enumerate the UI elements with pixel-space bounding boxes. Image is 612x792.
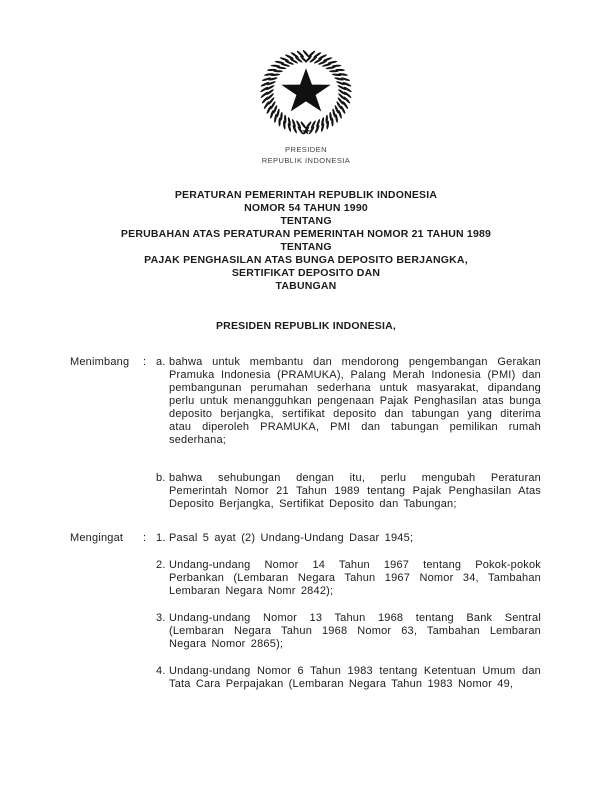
section-colon: :	[143, 532, 147, 544]
item-marker: 3.	[156, 612, 166, 624]
consideration-item-b	[156, 472, 541, 511]
document-body	[70, 356, 541, 705]
legal-basis-item-4	[156, 665, 541, 691]
item-text: Undang-undang Nomor 6 Tahun 1983 tentang Ketentuan Umum dan Tata Cara Perpajakan (Lembaran Negara Tahun 1983 Nomor 49,	[169, 665, 541, 690]
item-text: Pasal 5 ayat (2) Undang-Undang Dasar 1945;	[169, 532, 414, 544]
consideration-item-a	[156, 356, 541, 447]
title-line: PAJAK PENGHASILAN ATAS BUNGA DEPOSITO BERJANGKA,	[144, 254, 468, 266]
item-text: Undang-undang Nomor 13 Tahun 1968 tentang Bank Sentral (Lembaran Negara Tahun 1968 Nomor 63, Tambahan Lembaran Negara Nomor 2865);	[169, 612, 541, 650]
item-marker: 1.	[156, 532, 166, 544]
section-label: Mengingat	[70, 532, 124, 544]
section-colon: :	[143, 356, 147, 368]
legal-basis-item-1	[156, 532, 541, 545]
item-text: Undang-undang Nomor 14 Tahun 1967 tentang Pokok-pokok Perbankan (Lembaran Negara Tahun 1967 Nomor 34, Tambahan Lembaran Negara Nomr 2842);	[169, 559, 541, 597]
section-items	[156, 532, 541, 705]
item-marker: 4.	[156, 665, 166, 677]
document-title-block	[0, 189, 612, 293]
item-marker: 2.	[156, 559, 166, 571]
section-menimbang	[70, 356, 541, 525]
item-marker: b.	[156, 472, 166, 484]
title-line: TENTANG	[280, 215, 332, 227]
title-line: TABUNGAN	[275, 280, 337, 292]
item-marker: a.	[156, 356, 166, 368]
legal-basis-item-2	[156, 559, 541, 598]
presidential-emblem	[0, 0, 612, 166]
emblem-caption	[0, 145, 612, 166]
section-items	[156, 356, 541, 525]
preamble-heading: PRESIDEN REPUBLIK INDONESIA,	[215, 320, 397, 332]
title-line: SERTIFIKAT DEPOSITO DAN	[231, 267, 381, 279]
title-line: TENTANG	[280, 241, 332, 253]
legal-basis-item-3	[156, 612, 541, 651]
section-mengingat	[70, 532, 541, 705]
star-wreath-emblem-icon	[257, 47, 355, 139]
title-line: NOMOR 54 TAHUN 1990	[244, 202, 368, 214]
section-label: Menimbang	[70, 356, 130, 368]
item-text: bahwa untuk membantu dan mendorong pengembangan Gerakan Pramuka Indonesia (PRAMUKA), Palang Merah Indonesia (PMI) dan pembangunan perumahan sederhana untuk masyarakat, dipandang perlu untuk menangguhkan pengenaan Pajak Penghasilan atas bunga deposito berjangka, sertifikat deposito dan tabungan yang diterima atau diperoleh PRAMUKA, PMI dan tabungan pemilikan rumah sederhana;	[169, 356, 541, 446]
emblem-caption-line1: PRESIDEN	[285, 145, 327, 154]
item-text: bahwa sehubungan dengan itu, perlu mengubah Peraturan Pemerintah Nomor 21 Tahun 1989 tentang Pajak Penghasilan Atas Deposito Berjangka, Sertifikat Deposito dan Tabungan;	[169, 472, 541, 510]
title-line: PERUBAHAN ATAS PERATURAN PEMERINTAH NOMOR 21 TAHUN 1989	[120, 228, 492, 240]
title-line: PERATURAN PEMERINTAH REPUBLIK INDONESIA	[174, 189, 438, 201]
emblem-caption-line2: REPUBLIK INDONESIA	[261, 155, 351, 165]
center-star	[281, 68, 330, 111]
